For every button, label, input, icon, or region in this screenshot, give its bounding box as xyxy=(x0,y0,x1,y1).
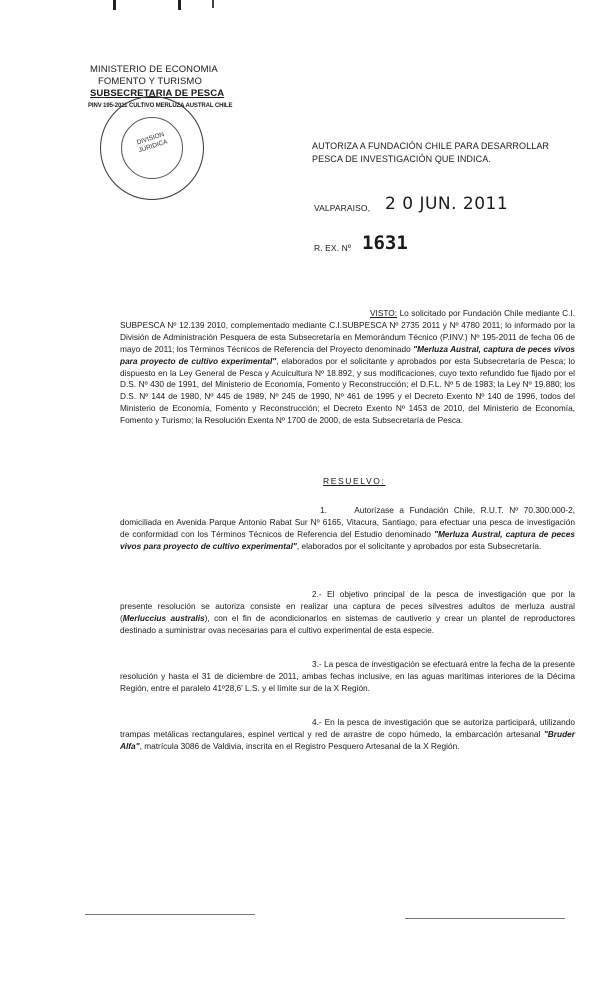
resolution-number: 1631 xyxy=(362,232,408,254)
p2-species: Merluccius australis xyxy=(122,612,205,623)
resuelvo-paragraph-4 xyxy=(120,717,575,753)
p1-project-name: "Merluza Austral, captura de peces vivos para proyecto de cultivo experimental" xyxy=(120,528,575,551)
ministry-name: MINISTERIO DE ECONOMIA xyxy=(90,64,218,75)
subsecretaria-name: SUBSECRETARIA DE PESCA xyxy=(90,88,225,99)
visto-project-name: "Merluza Austral, captura de peces vivos para proyecto de cultivo experimental" xyxy=(120,343,576,366)
reference-line: PINV 195-2011 CULTIVO MERLUZA AUSTRAL CHILE xyxy=(88,103,233,109)
document-title-line-1: AUTORIZA A FUNDACIÓN CHILE PARA DESARROLLAR xyxy=(312,141,550,151)
visto-paragraph xyxy=(120,308,575,427)
resuelvo-paragraph-1 xyxy=(120,505,575,553)
p1-number: 1. xyxy=(320,505,327,515)
stamp-text: DIVISION JURIDICA xyxy=(135,130,169,155)
resolution-label: R. EX. Nº xyxy=(314,243,352,253)
visto-text-2: , elaborados por el solicitante y aprobados por esta Subsecretaría de Pesca; lo dispuesto en la Ley General de Pesca y Acuicultura Nº 18.892, y sus modificaciones, cuyo texto refundido fue fijado por el D.S. Nº 430 de 1991, del Ministerio de Economía, Fomento y Reconstrucción; el D.F.L. Nº 5 de 1983; la Ley Nº 19.880; los D.S. Nº 144 de 1980, Nº 445 de 1989, Nº 245 de 1990, Nº 461 de 1995 y el Decreto Exento Nº 140 de 1996, todos del Ministerio de Economía, Fomento y Reconstrucción; el Decreto Exento Nº 1453 de 2010, del Ministerio de Economía, Fomento y Turismo; la Resolución Exenta Nº 1700 de 2000, de esta Subsecretaría de Pesca. xyxy=(120,355,575,426)
scan-mark-2 xyxy=(178,0,181,10)
visto-text: Lo solicitado por Fundación Chile mediante C.I. SUBPESCA Nº 12.139 2010, complementado mediante C.I.SUBPESCA Nº 2735 2011 y Nº 4780 2011; lo informado por la División de Administración Pesquera de esta Subsecretaría en Memorándum Técnico (P.INV.) Nº 195-2011 de fecha 06 de mayo de 2011; los Términos Técnicos de Referencia del Proyecto denominado xyxy=(120,308,575,354)
p4-text-2: , matrícula 3086 de Valdivia, inscrita en el Registro Pesquero Artesanal de la X Región. xyxy=(139,740,460,751)
p1-text: Autorízase a Fundación Chile, R.U.T. Nº 70.300.000-2, domiciliada en Avenida Parque Antonio Rabat Sur Nº 6165, Vitacura, Santiago, para efectuar una pesca de investigación de conformidad con los Términos Técnicos de Referencia del Estudio denominado xyxy=(120,505,575,539)
p1-text-2: , elaborados por el solicitante y aprobados por esta Subsecretaría. xyxy=(296,540,542,551)
resuelvo-paragraph-2 xyxy=(120,589,575,637)
place: VALPARAISO, xyxy=(314,203,371,213)
scan-mark-1 xyxy=(113,0,116,10)
date-stamp: 2 0 JUN. 2011 xyxy=(385,194,509,214)
document-title-line-2: PESCA DE INVESTIGACIÓN QUE INDICA. xyxy=(312,154,491,164)
official-stamp xyxy=(100,96,204,200)
p2-text: 2.- El objetivo principal de la pesca de investigación que por la presente resolución se autoriza consiste en realizar una captura de peces silvestres adultos de merluza austral ( xyxy=(120,589,575,623)
p3-text: 3.- La pesca de investigación se efectuará entre la fecha de la presente resolución y hasta el 31 de diciembre de 2011, ambas fechas inclusive, en las aguas marítimas interiores de la Décima Región, entre el paralelo 41º28,6' L.S. y el límite sur de la X Región. xyxy=(120,659,575,693)
resuelvo-heading: RESUELVO: xyxy=(323,476,386,486)
p4-vessel-name: "Bruder Alfa" xyxy=(120,728,575,751)
p2-text-2: ), con el fin de acondicionarlos en sistemas de cautiverio y crear un plantel de reproductores destinado a suministrar ovas necesarias para el cultivo experimental de esta especie. xyxy=(120,612,575,635)
scan-mark-3 xyxy=(212,0,214,8)
ministry-name-2: FOMENTO Y TURISMO xyxy=(98,76,202,87)
visto-label: VISTO: xyxy=(370,308,398,318)
footer-rule-right xyxy=(405,918,565,919)
footer-rule-left xyxy=(85,914,255,915)
resuelvo-paragraph-3 xyxy=(120,659,575,695)
p4-text: 4.- En la pesca de investigación que se autoriza participará, utilizando trampas metálicas rectangulares, espinel vertical y red de arrastre de copo húmedo, la embarcación artesanal xyxy=(120,717,575,739)
